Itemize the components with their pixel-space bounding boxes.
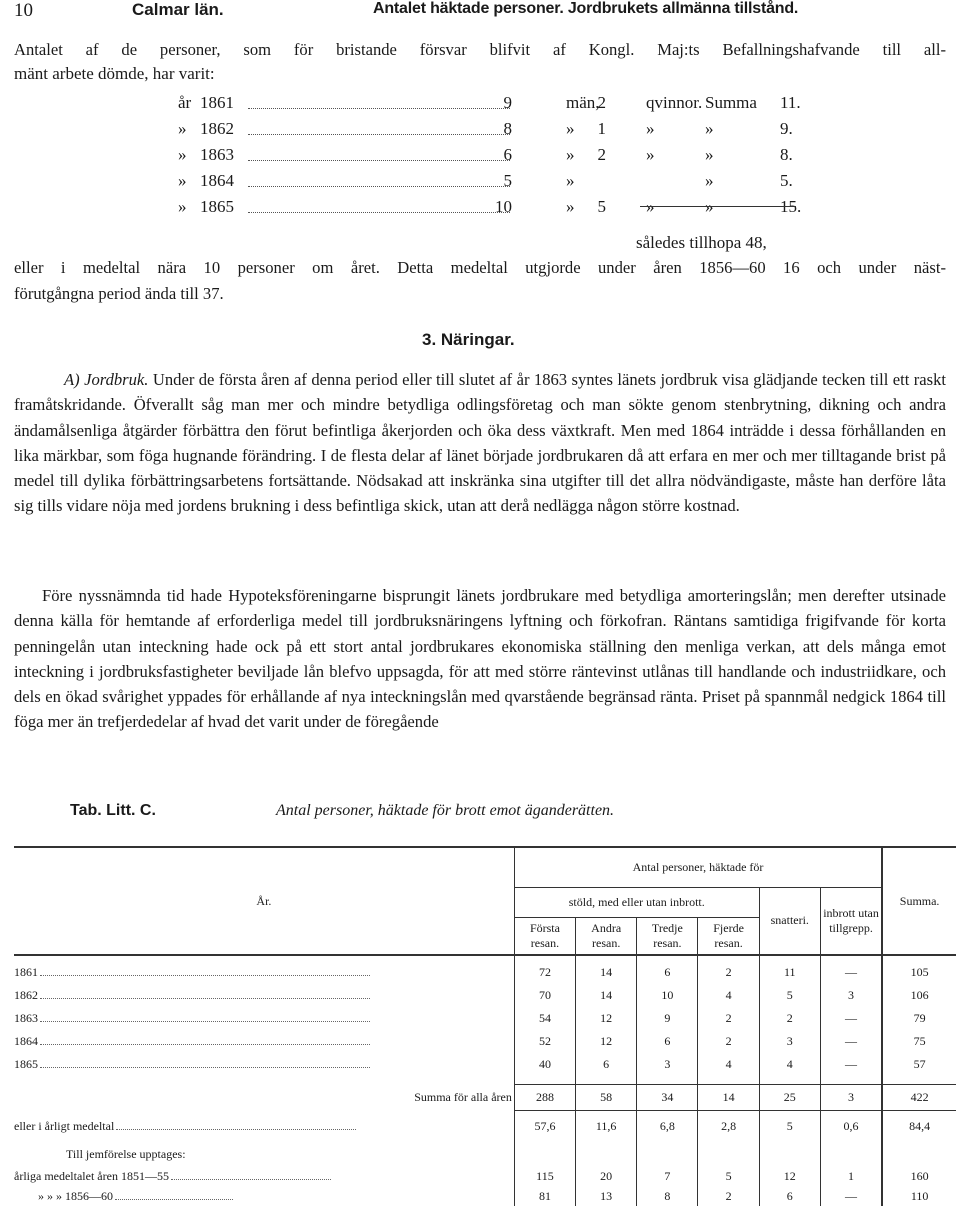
leader-dots xyxy=(248,197,510,213)
row-label-text: årliga medeltalet åren 1851—55 xyxy=(14,1168,169,1183)
year-cell-women_label: » xyxy=(646,145,655,164)
col-tredje: Tredje resan. xyxy=(637,917,698,955)
table-cell: 115 xyxy=(514,1166,575,1186)
section-heading: 3. Näringar. xyxy=(422,330,515,349)
page-number: 10 xyxy=(14,0,33,21)
year-cell-men: 8 xyxy=(503,119,512,138)
year-cell-prefix: » xyxy=(178,119,187,138)
table-cell-empty xyxy=(882,1142,956,1166)
leader-dots xyxy=(40,1021,370,1022)
table-cell: 4 xyxy=(698,1053,759,1076)
table-cell: 4 xyxy=(698,984,759,1007)
table-cell-empty xyxy=(514,1076,575,1084)
col-year-header: År. xyxy=(256,893,272,908)
table-cell: 3 xyxy=(820,1084,882,1110)
table-cell-empty xyxy=(820,1142,882,1166)
year-cell-sum: 8. xyxy=(780,145,793,164)
year-cell-sum_label: » xyxy=(705,197,714,216)
table-cell: 6 xyxy=(637,1030,698,1053)
intro-line-1: Antalet af de personer, som för bristande försvar blifvit af Kongl. Maj:ts Befallningshafvande till all- xyxy=(14,40,946,59)
table-cell: 2,8 xyxy=(698,1110,759,1142)
year-cell-men: 9 xyxy=(503,93,512,112)
year-cell-sum_label: » xyxy=(705,145,714,164)
row-label-text: Till jemförelse upptages: xyxy=(66,1146,186,1161)
table-cell-empty xyxy=(759,1142,820,1166)
table-cell: 40 xyxy=(514,1053,575,1076)
row-label xyxy=(14,1186,514,1206)
sum-row xyxy=(14,1084,956,1110)
table-row xyxy=(14,1076,956,1084)
table-label: Tab. Litt. C. xyxy=(70,802,156,819)
table-cell: 11,6 xyxy=(576,1110,637,1142)
row-label xyxy=(14,984,514,1007)
table-cell-empty xyxy=(514,1142,575,1166)
year-cell-men_label: » xyxy=(566,171,575,190)
table-cell: 20 xyxy=(576,1166,637,1186)
table-cell: 2 xyxy=(698,1030,759,1053)
table-cell: 14 xyxy=(576,984,637,1007)
paragraph-2: Före nyssnämnda tid hade Hypoteksföreningarne bisprungit länets jordbrukare med betydliga amorteringslån; men derefter utsinade denna källa för hemtande af erforderliga medel till jordbruksnäringens lyftning och förkofran. Räntans samtidiga frigifvande för korta penningelån utan inteckning hade ock på ett stort antal jordbrukares ekonomiska ställning den menliga verkan, att dels många emot inteckning i jordbruksfastigheter beviljade lån blefvo uppsagda, för att med större räntevinst utlånas till handlande och industriidkare, och dels en ökad svårighet yppades för erhållande af nya inteckningslån med qvarstående begränsad ränta. Priset på spannmål nedgick 1864 till föga mer än trefjerdedelar af hvad det varit under de föregående xyxy=(14,586,946,732)
row-label-text: 1864 xyxy=(14,1034,38,1048)
table-cell: 72 xyxy=(514,961,575,984)
row-label xyxy=(14,1030,514,1053)
year-cell-women_label: » xyxy=(646,119,655,138)
table-row xyxy=(14,1030,956,1053)
table-cell-empty xyxy=(698,1142,759,1166)
row-label xyxy=(14,1076,514,1084)
year-cell-sum_label: Summa xyxy=(705,93,757,112)
theft-header: stöld, med eller utan inbrott. xyxy=(514,887,759,917)
year-cell-men_label: » xyxy=(566,197,575,216)
year-cell-prefix: » xyxy=(178,145,187,164)
table-cell-empty xyxy=(637,1076,698,1084)
leader-dots xyxy=(171,1179,331,1180)
sum-rule xyxy=(640,206,796,207)
row-label xyxy=(14,1142,514,1166)
table-cell-empty xyxy=(576,1142,637,1166)
table-cell: 25 xyxy=(759,1084,820,1110)
table-cell: 5 xyxy=(698,1166,759,1186)
intro-line-2: mänt arbete dömde, har varit: xyxy=(14,64,215,83)
year-cell-men_label: män, xyxy=(566,93,600,112)
row-label xyxy=(14,1084,514,1110)
col-fjerde: Fjerde resan. xyxy=(698,917,759,955)
table-cell: 3 xyxy=(759,1030,820,1053)
total-line: således tillhopa 48, xyxy=(636,233,767,252)
leader-dots xyxy=(115,1199,233,1200)
table-cell: — xyxy=(820,1007,882,1030)
table-cell: 14 xyxy=(698,1084,759,1110)
year-cell-prefix: år xyxy=(178,93,192,112)
table-row xyxy=(14,961,956,984)
table-cell: 6 xyxy=(759,1186,820,1206)
year-cell-year: 1861 xyxy=(200,93,234,112)
row-label-text: Summa för alla åren xyxy=(414,1089,512,1104)
year-cell-sum: 9. xyxy=(780,119,793,138)
table-cell: 2 xyxy=(698,1007,759,1030)
year-cell-year: 1865 xyxy=(200,197,234,216)
year-cell-year: 1864 xyxy=(200,171,234,190)
year-cell-sum: 5. xyxy=(780,171,793,190)
table-cell: 1 xyxy=(820,1166,882,1186)
table-cell: 2 xyxy=(698,1186,759,1206)
year-cell-sum_label: » xyxy=(705,119,714,138)
table-cell: 84,4 xyxy=(882,1110,956,1142)
year-cell-prefix: » xyxy=(178,171,187,190)
row-label xyxy=(14,961,514,984)
paragraph-jordbruk xyxy=(14,367,946,519)
year-cell-women_label: qvinnor. xyxy=(646,93,703,112)
col-andra: Andra resan. xyxy=(576,917,637,955)
table-cell: 81 xyxy=(514,1186,575,1206)
table-cell: 57,6 xyxy=(514,1110,575,1142)
table-cell: 13 xyxy=(576,1186,637,1206)
table-cell: 11 xyxy=(759,961,820,984)
row-label-text: 1861 xyxy=(14,965,38,979)
table-cell: 0,6 xyxy=(820,1110,882,1142)
table-cell: — xyxy=(820,1030,882,1053)
year-cell-men: 6 xyxy=(503,145,512,164)
col-summa: Summa. xyxy=(882,847,956,955)
leader-dots xyxy=(248,93,510,109)
table-cell-empty xyxy=(882,1076,956,1084)
group-header: Antal personer, häktade för xyxy=(514,847,882,887)
compare-row xyxy=(14,1186,956,1206)
table-c xyxy=(14,846,956,1209)
compare-heading-row xyxy=(14,1142,956,1166)
table-cell: 422 xyxy=(882,1084,956,1110)
row-label-text: 1862 xyxy=(14,988,38,1002)
table-cell: 5 xyxy=(759,1110,820,1142)
table-cell: 12 xyxy=(759,1166,820,1186)
year-cell-women: 1 xyxy=(597,119,606,138)
table-cell: 3 xyxy=(820,984,882,1007)
average-line-2: förutgångna period ända till 37. xyxy=(14,284,224,303)
table-cell-empty xyxy=(820,1076,882,1084)
row-label-text: eller i årligt medeltal xyxy=(14,1118,115,1133)
average-line-1: eller i medeltal nära 10 personer om året. Detta medeltal utgjorde under åren 1856—60 16 och under näst- xyxy=(14,258,946,277)
running-head-title: Antalet häktade personer. Jordbrukets allmänna tillstånd. xyxy=(373,0,799,17)
table-cell: — xyxy=(820,961,882,984)
table-cell: 4 xyxy=(759,1053,820,1076)
year-cell-women: 5 xyxy=(597,197,606,216)
paragraph-1-text: Under de första åren af denna period eller till slutet af år 1863 syntes länets jordbruk visa glädjande tecken till ett raskt framåtskridande. Öfverallt såg man mer och mindre betydliga odlingsföretag och man sökte genom stenbrytning, dikning och andra ändamålsenliga åtgärder förbättra den förut befintliga åkerjorden och öka dess växtkraft. Men med 1864 inträdde i dessa förhållanden en lika märkbar, som föga hugnande förändring. I de flesta delar af länet började jordbrukaren då att erfara en mer och mer tilltagande brist på medel till dylika förbättringsarbetens fortsättande. Nödsakad att inskränka sina utgifter till det allra nödvändigaste, måste han derföre låta sig tills vidare nöja med jordens brukning i dess befintliga skick, utan att derå nedlägga någon större kostnad. xyxy=(14,370,946,516)
leader-dots xyxy=(248,145,510,161)
table-cell: 6 xyxy=(576,1053,637,1076)
table-cell: 105 xyxy=(882,961,956,984)
row-label xyxy=(14,1007,514,1030)
table-cell-empty xyxy=(698,1076,759,1084)
year-cell-sum: 11. xyxy=(780,93,801,112)
table-cell: 75 xyxy=(882,1030,956,1053)
table-cell: 2 xyxy=(759,1007,820,1030)
table-cell-empty xyxy=(759,1076,820,1084)
row-label xyxy=(14,1053,514,1076)
table-cell: 8 xyxy=(637,1186,698,1206)
table-cell: 12 xyxy=(576,1030,637,1053)
table-cell: 160 xyxy=(882,1166,956,1186)
table-cell: 5 xyxy=(759,984,820,1007)
paragraph-lead: A) Jordbruk. xyxy=(64,370,149,389)
table-cell: — xyxy=(820,1053,882,1076)
table-cell: 14 xyxy=(576,961,637,984)
year-cell-year: 1863 xyxy=(200,145,234,164)
col-snatteri: snatteri. xyxy=(759,887,820,955)
year-cell-women: 2 xyxy=(597,145,606,164)
table-row xyxy=(14,1053,956,1076)
table-cell: 12 xyxy=(576,1007,637,1030)
year-cell-men: 5 xyxy=(503,171,512,190)
table-cell: 57 xyxy=(882,1053,956,1076)
year-cell-year: 1862 xyxy=(200,119,234,138)
year-cell-women_label: » xyxy=(646,197,655,216)
year-cell-men: 10 xyxy=(495,197,512,216)
table-cell: 54 xyxy=(514,1007,575,1030)
table-cell: 6,8 xyxy=(637,1110,698,1142)
table-cell-empty xyxy=(576,1076,637,1084)
year-cell-prefix: » xyxy=(178,197,187,216)
row-label xyxy=(14,1110,514,1142)
row-label xyxy=(14,1166,514,1186)
table-cell: 288 xyxy=(514,1084,575,1110)
row-label-text: » » » 1856—60 xyxy=(38,1188,113,1203)
table-row xyxy=(14,984,956,1007)
table-cell: — xyxy=(820,1186,882,1206)
row-label-text: 1863 xyxy=(14,1011,38,1025)
table-cell: 110 xyxy=(882,1186,956,1206)
leader-dots xyxy=(40,1067,370,1068)
year-cell-men_label: » xyxy=(566,145,575,164)
table-cell: 2 xyxy=(698,961,759,984)
table-cell-empty xyxy=(637,1142,698,1166)
running-head-county: Calmar län. xyxy=(132,0,224,19)
avg-row xyxy=(14,1110,956,1142)
col-forsta: Första resan. xyxy=(514,917,575,955)
year-cell-sum: 15. xyxy=(780,197,802,216)
year-cell-men_label: » xyxy=(566,119,575,138)
table-cell: 106 xyxy=(882,984,956,1007)
table-title: Antal personer, häktade för brott emot äganderätten. xyxy=(276,802,615,819)
compare-row xyxy=(14,1166,956,1186)
year-cell-sum_label: » xyxy=(705,171,714,190)
table-cell: 6 xyxy=(637,961,698,984)
table-row xyxy=(14,1007,956,1030)
table-cell: 70 xyxy=(514,984,575,1007)
table-cell: 3 xyxy=(637,1053,698,1076)
leader-dots xyxy=(40,998,370,999)
table-cell: 52 xyxy=(514,1030,575,1053)
table-cell: 7 xyxy=(637,1166,698,1186)
table-cell: 9 xyxy=(637,1007,698,1030)
leader-dots xyxy=(248,119,510,135)
leader-dots xyxy=(40,975,370,976)
row-label-text: 1865 xyxy=(14,1057,38,1071)
table-cell: 79 xyxy=(882,1007,956,1030)
table-cell: 10 xyxy=(637,984,698,1007)
year-cell-women: 2 xyxy=(597,93,606,112)
col-inbrott: inbrott utan tillgrepp. xyxy=(820,887,882,955)
leader-dots xyxy=(248,171,510,187)
leader-dots xyxy=(116,1129,356,1130)
table-cell: 34 xyxy=(637,1084,698,1110)
table-cell: 58 xyxy=(576,1084,637,1110)
leader-dots xyxy=(40,1044,370,1045)
